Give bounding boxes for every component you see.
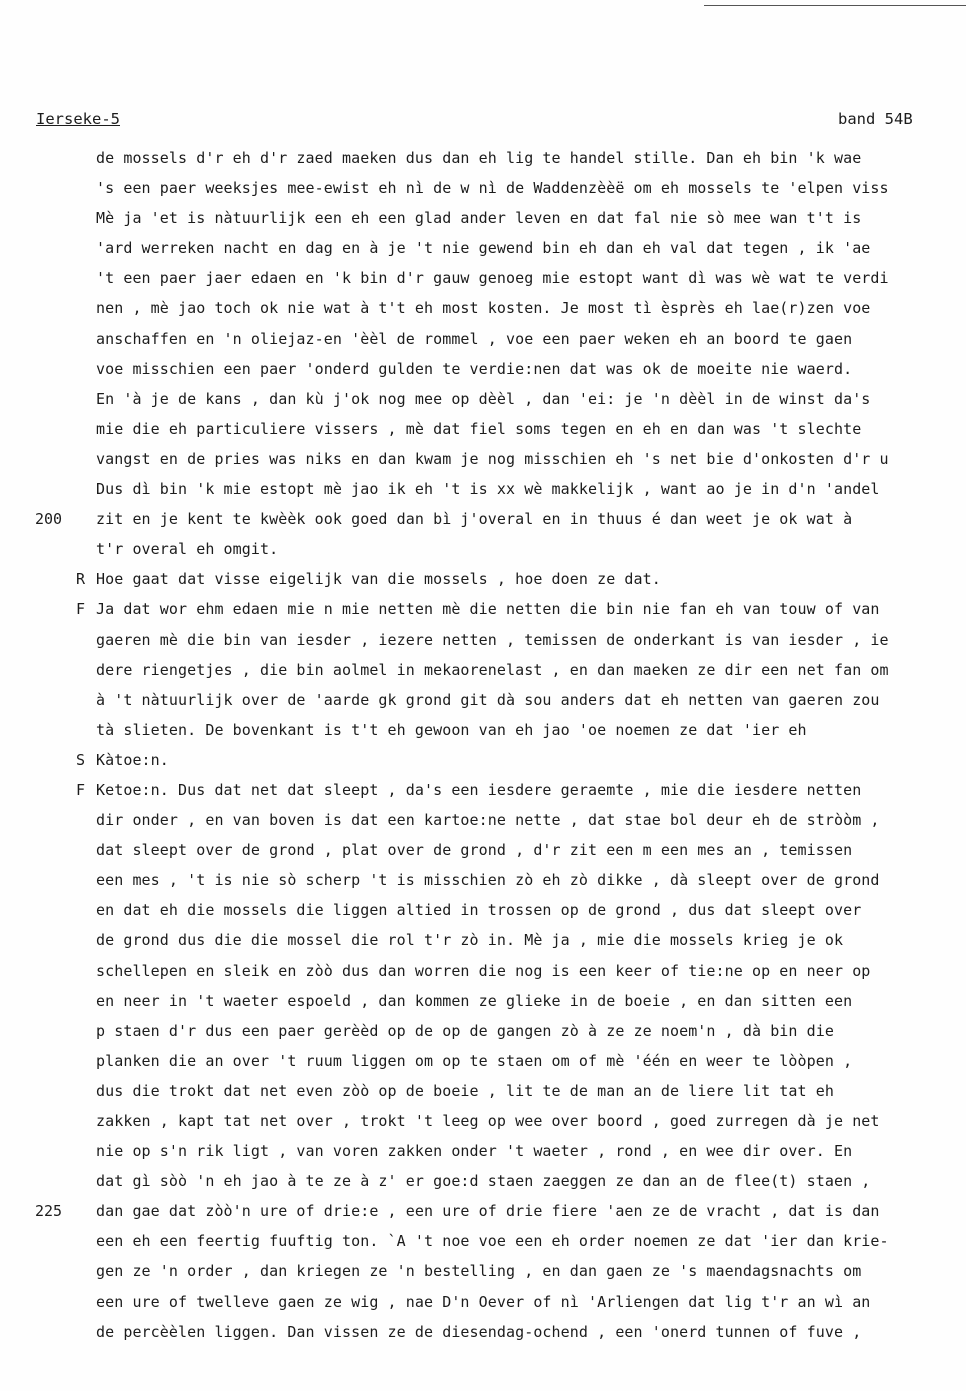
line-text: zit en je kent te kwèèk ook goed dan bì j'overal en in thuus é dan weet je ok wat à — [96, 510, 853, 529]
transcript-line — [0, 899, 966, 929]
line-text: tà slieten. De bovenkant is t't eh gewoon van eh jao 'oe noemen ze dat 'ier eh — [96, 720, 807, 739]
transcript-line — [0, 779, 966, 809]
line-text: en dat eh die mossels die liggen altied in trossen op de grond , dus dat sleept over — [96, 901, 862, 920]
line-text: dat gì sòò 'n eh jao à te ze à z' er goe:d staen zaeggen ze dan an de flee(t) staen , — [96, 1172, 871, 1191]
line-text: Ketoe:n. Dus dat net dat sleept , da's een iesdere geraemte , mie die iesdere netten — [96, 780, 862, 799]
transcript-line — [0, 1230, 966, 1260]
line-text: Dus dì bin 'k mie estopt mè jao ik eh 't is xx wè makkelijk , want ao je in d'n 'andel — [96, 480, 880, 499]
line-text: mie die eh particuliere vissers , mè dat fiel soms tegen en eh en dan was 't slechte — [96, 419, 862, 438]
line-text: 'ard werreken nacht en dag en à je 't nie gewend bin eh dan eh val dat tegen , ik 'ae — [96, 239, 871, 258]
line-text: Ja dat wor ehm edaen mie n mie netten mè die netten die bin nie fan eh van touw of van — [96, 600, 880, 619]
transcript-line — [0, 448, 966, 478]
transcript-line — [0, 1080, 966, 1110]
line-text: dere riengetjes , die bin aolmel in mekaorenelast , en dan maeken ze dir een net fan om — [96, 660, 889, 679]
page-header-right: band 54B — [838, 110, 913, 128]
transcript-line — [0, 147, 966, 177]
transcript-line — [0, 929, 966, 959]
page-header-left: Ierseke-5 — [36, 110, 120, 128]
speaker-label: F — [76, 600, 86, 619]
transcript-line — [0, 237, 966, 267]
transcript-body — [0, 147, 966, 1351]
transcript-line — [0, 598, 966, 628]
line-text: een eh een feertig fuuftig ton. `A 't noe voe een eh order noemen ze dat 'ier dan krie- — [96, 1232, 889, 1251]
line-text: gen ze 'n order , dan kriegen ze 'n bestelling , en dan gaen ze 's maendagsnachts om — [96, 1262, 862, 1281]
line-text: dat sleept over de grond , plat over de grond , d'r zit een m een mes an , temissen — [96, 841, 853, 860]
line-text: en neer in 't waeter espoeld , dan kommen ze glieke in de boeie , en dan sitten een — [96, 991, 853, 1010]
line-text: schellepen en sleik en zòò dus dan worren die nog is een keer of tie:ne op en neer op — [96, 961, 871, 980]
line-text: Mè ja 'et is nàtuurlijk een eh een glad ander leven en dat fal nie sò mee wan t't is — [96, 209, 862, 228]
transcript-line — [0, 207, 966, 237]
speaker-label: R — [76, 570, 86, 589]
line-text: de mossels d'r eh d'r zaed maeken dus dan eh lig te handel stille. Dan eh bin 'k wae — [96, 149, 862, 167]
line-number: 200 — [35, 510, 63, 529]
transcript-line — [0, 1260, 966, 1290]
speaker-label: S — [76, 750, 86, 769]
transcript-line — [0, 508, 966, 538]
line-text: t'r overal eh omgit. — [96, 540, 279, 559]
transcript-line — [0, 1050, 966, 1080]
transcript-line — [0, 1020, 966, 1050]
line-text: 't een paer jaer edaen en 'k bin d'r gauw genoeg mie estopt want dì was wè wat te verdi — [96, 269, 889, 288]
line-text: dus die trokt dat net even zòò op de boeie , lit te de man an de liere lit tat eh — [96, 1081, 834, 1100]
transcript-line — [0, 358, 966, 388]
transcript-line — [0, 267, 966, 297]
transcript-line — [0, 839, 966, 869]
speaker-label: F — [76, 780, 86, 799]
line-text: anschaffen en 'n oliejaz-en 'èèl de rommel , voe een paer weken eh an boord te gaen — [96, 329, 853, 348]
line-text: de grond dus die die mossel die rol t'r zò in. Mè ja , mie die mossels krieg je ok — [96, 931, 844, 950]
transcript-line — [0, 1170, 966, 1200]
transcript-line — [0, 809, 966, 839]
line-text: voe misschien een paer 'onderd gulden te verdie:nen dat was ok de moeite nie waerd. — [96, 359, 853, 378]
line-text: Kàtoe:n. — [96, 750, 169, 769]
transcript-line — [0, 1200, 966, 1230]
line-text: planken die an over 't ruum liggen om op te staen om of mè 'één en weer te lòòpen , — [96, 1051, 853, 1070]
line-text: nie op s'n rik ligt , van voren zakken onder 't waeter , rond , en wee dir over. En — [96, 1142, 853, 1161]
transcript-line — [0, 1291, 966, 1321]
transcript-line — [0, 960, 966, 990]
line-text: zakken , kapt tat net over , trokt 't leeg op wee over boord , goed zurregen dà je net — [96, 1112, 880, 1130]
line-text: de percèèlen liggen. Dan vissen ze de diesendag-ochend , een 'onerd tunnen of fuve , — [96, 1322, 862, 1341]
line-text: nen , mè jao toch ok nie wat à t't eh most kosten. Je most tì èsprès eh lae(r)zen voe — [96, 299, 871, 318]
line-text: 's een paer weeksjes mee-ewist eh nì de w nì de Waddenzèèë om eh mossels te 'elpen viss — [96, 179, 889, 198]
transcript-line — [0, 1140, 966, 1170]
transcript-line — [0, 328, 966, 358]
transcript-line — [0, 297, 966, 327]
transcript-line — [0, 990, 966, 1020]
line-text: à 't nàtuurlijk over de 'aarde gk grond git dà sou anders dat eh netten van gaeren zou — [96, 690, 880, 709]
line-text: dan gae dat zòò'n ure of drie:e , een ure of drie fiere 'aen ze de vracht , dat is dan — [96, 1202, 880, 1221]
transcript-line — [0, 659, 966, 689]
line-text: Hoe gaat dat visse eigelijk van die mossels , hoe doen ze dat. — [96, 570, 661, 589]
line-text: een ure of twelleve gaen ze wig , nae D'n Oever of nì 'Arliengen dat lig t'r an wì an — [96, 1292, 871, 1311]
transcript-line — [0, 689, 966, 719]
transcript-line — [0, 1321, 966, 1351]
line-text: een mes , 't is nie sò scherp 't is misschien zò eh zò dikke , dà sleept over de grond — [96, 871, 880, 890]
transcript-line — [0, 1110, 966, 1140]
line-text: p staen d'r dus een paer gerèèd op de op de gangen zò à ze ze noem'n , dà bin die — [96, 1021, 834, 1040]
line-text: dir onder , en van boven is dat een kartoe:ne nette , dat stae bol deur eh de stròòm , — [96, 811, 880, 830]
transcript-line — [0, 629, 966, 659]
top-rule — [704, 5, 966, 6]
transcript-line — [0, 538, 966, 568]
line-text: gaeren mè die bin van iesder , iezere netten , temissen de onderkant is van iesder , ie — [96, 630, 889, 649]
line-number: 225 — [35, 1202, 63, 1221]
transcript-line — [0, 869, 966, 899]
line-text: vangst en de pries was niks en dan kwam je nog misschien eh 's net bie d'onkosten d'r u — [96, 449, 889, 468]
transcript-line — [0, 388, 966, 418]
transcript-line — [0, 478, 966, 508]
transcript-line — [0, 418, 966, 448]
transcript-line — [0, 177, 966, 207]
transcript-line — [0, 749, 966, 779]
transcript-line — [0, 719, 966, 749]
line-text: En 'à je de kans , dan kù j'ok nog mee op dèèl , dan 'ei: je 'n dèèl in de winst da's — [96, 389, 871, 408]
transcript-line — [0, 568, 966, 598]
